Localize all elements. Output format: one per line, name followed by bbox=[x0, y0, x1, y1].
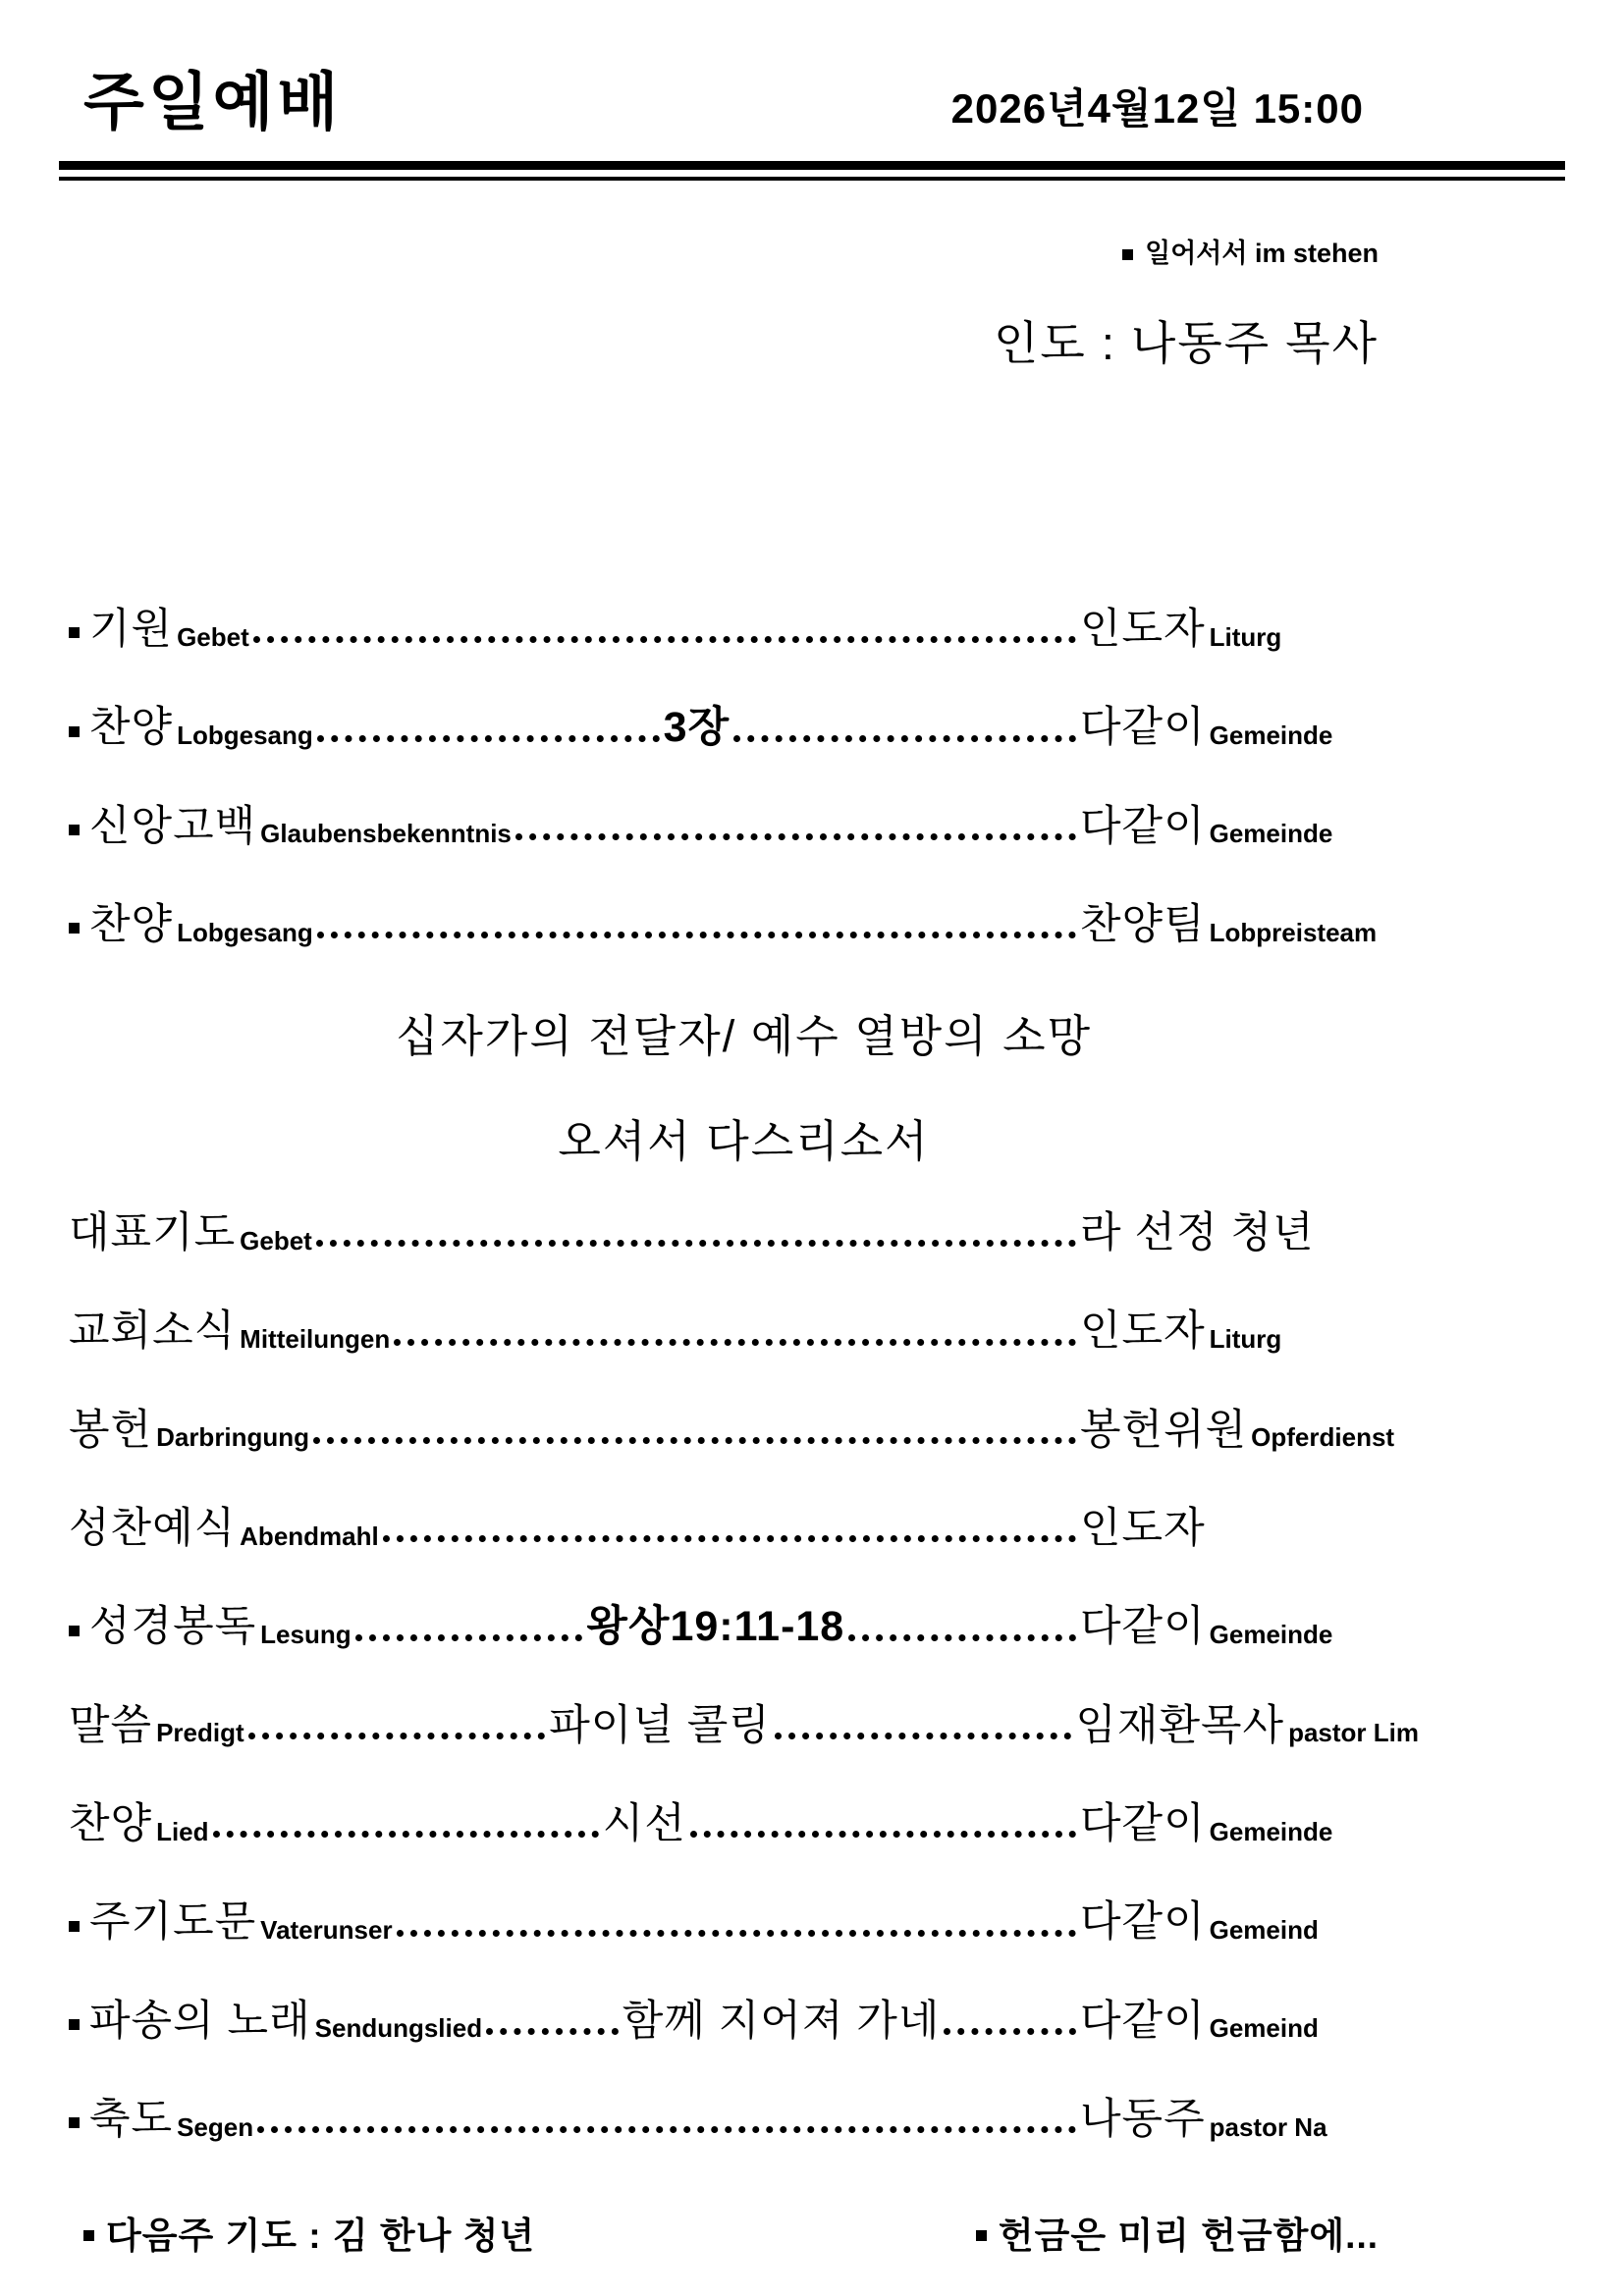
leader-dots bbox=[775, 1733, 1072, 1739]
item-performer-korean: 나동주 bbox=[1080, 2095, 1206, 2143]
standing-note bbox=[0, 232, 1379, 270]
item-label-german: Predigt bbox=[156, 1718, 244, 1748]
item-performer-korean: 다같이 bbox=[1080, 1997, 1206, 2045]
item-label-german: Lobgesang bbox=[177, 721, 313, 750]
offering-note bbox=[976, 2206, 1379, 2259]
item-label-german: Gebet bbox=[177, 621, 249, 652]
service-item-row bbox=[69, 804, 1419, 850]
service-item-row bbox=[69, 2097, 1419, 2143]
leader-dots bbox=[313, 1437, 1076, 1444]
leader-dots bbox=[355, 1634, 583, 1641]
header bbox=[0, 67, 1624, 137]
item-label-korean: 말씀 bbox=[69, 1701, 153, 1749]
square-bullet-icon bbox=[69, 825, 80, 835]
song-title-line: 십자가의 전달자/ 예수 열방의 소망 bbox=[395, 1011, 1093, 1062]
item-label-korean: 대표기도 bbox=[69, 1209, 237, 1257]
item-middle-text: 왕상19:11-18 bbox=[586, 1603, 845, 1651]
leader-dots bbox=[690, 1831, 1076, 1838]
service-list bbox=[69, 607, 1419, 2143]
item-label-korean: 봉헌 bbox=[69, 1406, 153, 1454]
item-right-group bbox=[1080, 1308, 1419, 1355]
item-middle-text: 3장 bbox=[663, 704, 731, 752]
service-item-row bbox=[69, 1308, 1419, 1355]
square-bullet-icon bbox=[69, 1626, 80, 1636]
service-item-row bbox=[69, 1801, 1419, 1847]
item-performer-korean: 라 선정 청년 bbox=[1080, 1209, 1315, 1257]
item-performer-german: Lobpreisteam bbox=[1209, 917, 1378, 947]
item-performer-korean: 다같이 bbox=[1080, 802, 1206, 850]
offering-note-text: 헌금은 미리 헌금함에... bbox=[998, 2216, 1379, 2257]
item-right-group bbox=[1080, 1604, 1419, 1650]
leader-dots bbox=[486, 2028, 619, 2035]
item-performer-korean: 인도자 bbox=[1080, 606, 1206, 653]
leader-dots bbox=[213, 1831, 599, 1838]
item-middle-text: 시선 bbox=[602, 1799, 686, 1847]
item-performer-german: Opferdienst bbox=[1251, 1422, 1395, 1453]
service-item-row bbox=[69, 1703, 1419, 1749]
item-label-german: Lesung bbox=[260, 1620, 352, 1650]
item-label-german: Vaterunser bbox=[260, 1914, 393, 1945]
service-item-row bbox=[69, 1899, 1419, 1946]
item-label-german: Lobgesang bbox=[177, 917, 313, 947]
item-right-group bbox=[1080, 1899, 1419, 1946]
item-performer-german: Gemeinde bbox=[1209, 819, 1333, 849]
item-right-group bbox=[1080, 607, 1419, 653]
item-performer-korean: 다같이 bbox=[1080, 1799, 1206, 1847]
item-middle-text: 파이널 콜링 bbox=[549, 1701, 771, 1749]
service-leader-line: 인도 : 나동주 목사 bbox=[993, 317, 1379, 369]
leader-dots bbox=[848, 1634, 1076, 1641]
service-item-row bbox=[69, 1604, 1419, 1650]
item-performer-german: Gemeinde bbox=[1209, 721, 1333, 750]
item-performer-german: Gemeind bbox=[1209, 2013, 1319, 2044]
service-item-row bbox=[69, 902, 1419, 948]
leader-dots bbox=[253, 636, 1076, 643]
service-datetime: 2026년4월12일 15:00 bbox=[950, 85, 1364, 132]
square-bullet-icon bbox=[1122, 249, 1133, 260]
item-right-group bbox=[1080, 1506, 1419, 1552]
service-item-row bbox=[69, 1999, 1419, 2045]
item-performer-german: Liturg bbox=[1209, 1324, 1282, 1355]
service-item-row bbox=[69, 607, 1419, 653]
item-middle-text: 함께 지어져 가네 bbox=[622, 1997, 941, 2045]
leader-dots bbox=[317, 735, 660, 742]
item-label-korean: 교회소식 bbox=[69, 1308, 237, 1356]
item-label-korean: 찬양 bbox=[89, 900, 174, 948]
item-label-korean: 성경봉독 bbox=[89, 1603, 257, 1651]
item-right-group bbox=[1075, 1703, 1419, 1749]
item-right-group bbox=[1080, 1210, 1419, 1256]
header-divider bbox=[59, 161, 1565, 181]
item-performer-german: pastor Lim bbox=[1288, 1718, 1420, 1748]
item-performer-korean: 다같이 bbox=[1080, 704, 1206, 752]
leader-dots bbox=[394, 1339, 1076, 1346]
item-label-german: Mitteilungen bbox=[240, 1324, 391, 1355]
item-performer-german: Gemeinde bbox=[1209, 1816, 1333, 1846]
item-label-german: Abendmahl bbox=[240, 1521, 379, 1551]
item-label-korean: 파송의 노래 bbox=[89, 1997, 311, 2045]
standing-note-text: 일어서서 im stehen bbox=[1145, 239, 1379, 268]
service-item-row bbox=[69, 1408, 1419, 1454]
leader-dots bbox=[515, 833, 1076, 840]
item-label-korean: 찬양 bbox=[89, 704, 174, 752]
item-performer-german: Liturg bbox=[1209, 621, 1282, 652]
item-right-group bbox=[1080, 804, 1419, 850]
item-performer-korean: 임재환목사 bbox=[1075, 1701, 1285, 1749]
service-item-row bbox=[69, 1210, 1419, 1256]
item-label-german: Gebet bbox=[240, 1225, 312, 1255]
item-label-korean: 주기도문 bbox=[89, 1898, 257, 1947]
item-label-korean: 축도 bbox=[89, 2095, 174, 2143]
square-bullet-icon bbox=[69, 923, 80, 934]
item-performer-korean: 찬양팀 bbox=[1080, 900, 1206, 948]
item-label-korean: 신앙고백 bbox=[89, 802, 257, 850]
item-performer-german: pastor Na bbox=[1209, 2111, 1327, 2142]
item-right-group bbox=[1080, 2097, 1419, 2143]
item-label-korean: 기원 bbox=[89, 606, 174, 653]
item-performer-german: Gemeind bbox=[1209, 1914, 1319, 1945]
item-label-german: Lied bbox=[156, 1816, 209, 1846]
leader-dots bbox=[944, 2028, 1076, 2035]
leader-dots bbox=[257, 2126, 1076, 2133]
item-right-group bbox=[1080, 705, 1419, 751]
item-right-group bbox=[1080, 1408, 1419, 1454]
leader-dots bbox=[248, 1733, 546, 1739]
item-label-german: Segen bbox=[177, 2111, 254, 2142]
square-bullet-icon bbox=[69, 2019, 80, 2030]
leader-dots bbox=[316, 1240, 1076, 1247]
square-bullet-icon bbox=[69, 726, 80, 737]
item-label-german: Glaubensbekenntnis bbox=[260, 819, 512, 849]
square-bullet-icon bbox=[69, 627, 80, 638]
item-performer-korean: 다같이 bbox=[1080, 1898, 1206, 1947]
item-performer-german: Gemeinde bbox=[1209, 1620, 1333, 1650]
item-right-group bbox=[1080, 1801, 1419, 1847]
page-title: 주일예배 bbox=[83, 67, 343, 137]
square-bullet-icon bbox=[976, 2230, 987, 2241]
leader-dots bbox=[397, 1930, 1076, 1937]
item-performer-korean: 다같이 bbox=[1080, 1603, 1206, 1651]
item-label-korean: 찬양 bbox=[69, 1799, 153, 1847]
footer bbox=[83, 2206, 1379, 2259]
square-bullet-icon bbox=[69, 1921, 80, 1932]
item-label-german: Darbringung bbox=[156, 1422, 310, 1453]
square-bullet-icon bbox=[69, 2117, 80, 2128]
leader-dots bbox=[383, 1535, 1076, 1542]
item-right-group bbox=[1080, 1999, 1419, 2045]
item-label-german: Sendungslied bbox=[314, 2013, 483, 2044]
item-performer-korean: 인도자 bbox=[1080, 1505, 1206, 1553]
next-week-prayer-note bbox=[83, 2206, 535, 2259]
item-label-korean: 성찬예식 bbox=[69, 1505, 237, 1553]
service-item-row bbox=[69, 1506, 1419, 1552]
service-item-row bbox=[69, 705, 1419, 751]
leader-dots bbox=[733, 735, 1076, 742]
leader-dots bbox=[317, 932, 1076, 938]
item-performer-korean: 봉헌위원 bbox=[1080, 1406, 1248, 1454]
next-week-prayer-text: 다음주 기도 : 김 한나 청년 bbox=[106, 2216, 536, 2257]
item-right-group bbox=[1080, 902, 1419, 948]
item-performer-korean: 인도자 bbox=[1080, 1308, 1206, 1356]
square-bullet-icon bbox=[83, 2230, 94, 2241]
song-title-line: 오셔서 다스리소서 bbox=[558, 1116, 930, 1167]
